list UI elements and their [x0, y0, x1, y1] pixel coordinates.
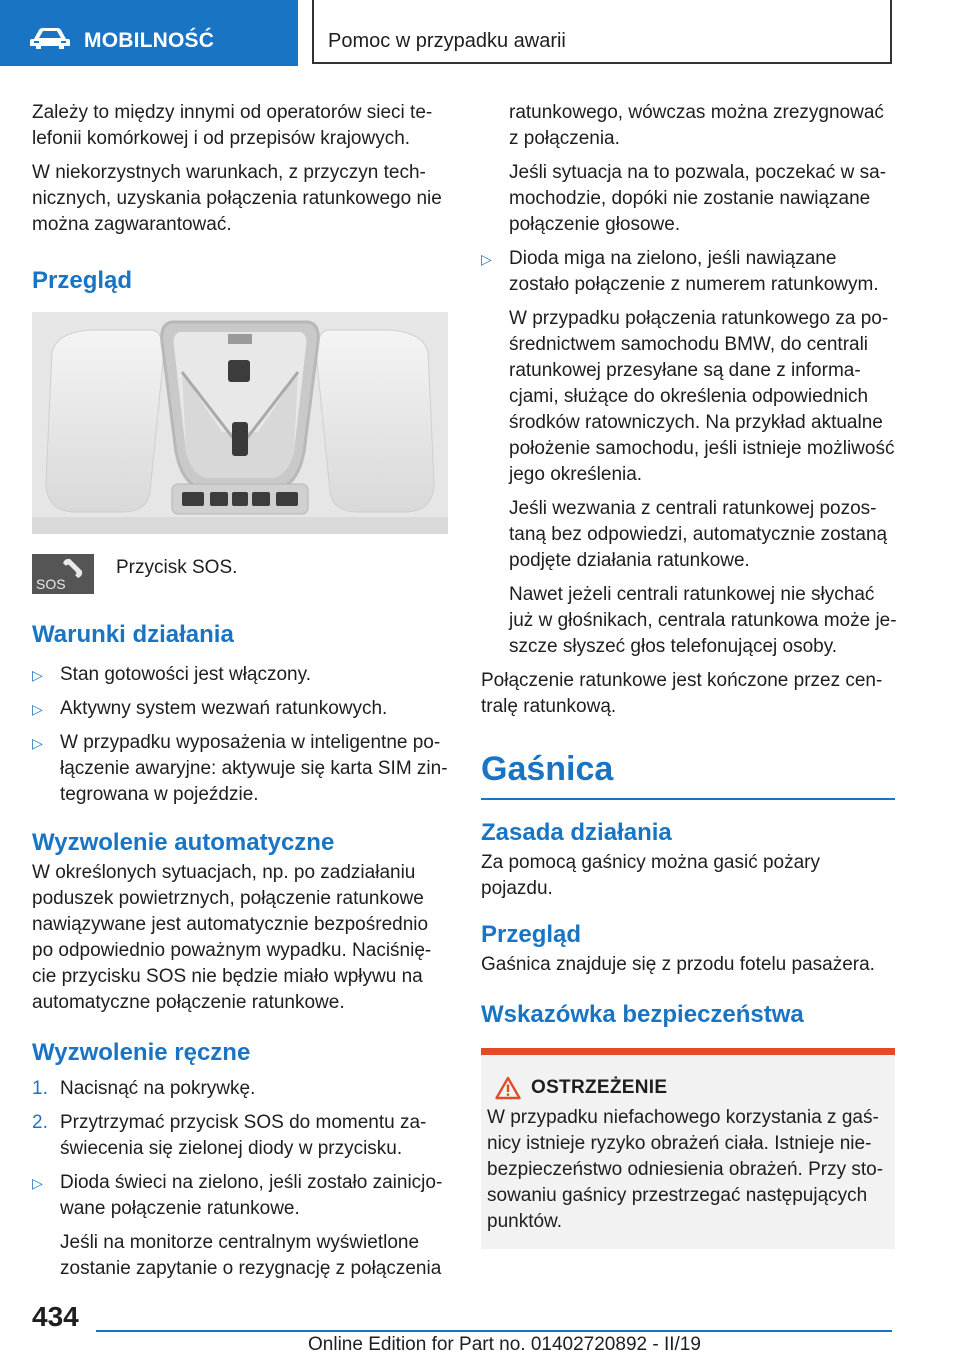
- heading-extinguisher: Gaśnica: [481, 750, 614, 788]
- triangle-bullet-icon: ▷: [481, 251, 492, 267]
- list-item-text: Stan gotowości jest włączony.: [60, 664, 311, 685]
- sos-icon-label: SOS: [36, 576, 66, 592]
- step-text: Przytrzymać przycisk SOS do momentu zaświecenia się zielonej diody w przycisku.: [60, 1112, 427, 1159]
- heading-conditions: Warunki działania: [32, 621, 234, 648]
- list-item-text: Dioda świeci na zielono, jeśli zostało zainicjowane połączenie ratunkowe.: [60, 1172, 443, 1219]
- warning-box: [481, 1048, 895, 1249]
- step-number: 1.: [32, 1078, 48, 1099]
- header-tab-label: MOBILNOŚĆ: [84, 29, 215, 52]
- sos-button-icon: [32, 554, 94, 594]
- paragraph: Połączenie ratunkowe jest kończone przez centralę ratunkową.: [481, 670, 883, 717]
- sub-paragraph: Jeśli na monitorze centralnym wyświetlone zostanie zapytanie o rezygnację z połączenia: [60, 1232, 442, 1279]
- right-column: [481, 100, 897, 1249]
- overhead-console-image: [32, 312, 448, 534]
- paragraph: Gaśnica znajduje się z przodu fotelu pasażera.: [481, 954, 875, 975]
- overhead-console-photo: [32, 312, 448, 534]
- step-text: Nacisnąć na pokrywkę.: [60, 1078, 256, 1099]
- triangle-bullet-icon: ▷: [32, 1175, 43, 1191]
- heading-principle: Zasada działania: [481, 819, 672, 846]
- list-item: [32, 662, 448, 688]
- list-item-text: Dioda miga na zielono, jeśli nawiązane zostało połączenie z numerem ratunkowym.: [509, 248, 879, 295]
- list-item-text: Aktywny system wezwań ratunkowych.: [60, 698, 388, 719]
- list-item: [481, 246, 897, 298]
- triangle-bullet-icon: ▷: [32, 701, 43, 717]
- warning-title: OSTRZEŻENIE: [531, 1077, 668, 1098]
- paragraph: W określonych sytuacjach, np. po zadziałaniu poduszek powietrznych, połączenie ratunkowe nawiązywane jest automatycznie bezpośrednio po odpowiednio poważnym wypadku. Naciśnięcie przycisku SOS nie będzie miało wpływu na automatyczne połączenie ratunkowe.: [32, 862, 432, 1013]
- paragraph: Zależy to między innymi od operatorów sieci telefonii komórkowej i od przepisów krajowych.: [32, 102, 433, 149]
- sub-paragraph: W przypadku połączenia ratunkowego za pośrednictwem samochodu BMW, do centrali ratunkowej przesyłane są dane z informacjami, służące do określenia odpowiednich środków ratowniczych. Na przykład aktualne położenie samochodu, jeśli istnieje możliwość jego określenia.: [509, 308, 895, 485]
- heading-safety: Wskazówka bezpieczeństwa: [481, 1001, 804, 1028]
- numbered-step: [32, 1076, 448, 1102]
- sub-paragraph: Jeśli wezwania z centrali ratunkowej pozostaną bez odpowiedzi, automatycznie zostaną podjęte działania ratunkowe.: [509, 498, 888, 571]
- list-item-text: W przypadku wyposażenia w inteligentne połączenie awaryjne: aktywuje się karta SIM zintegrowana w pojeździe.: [60, 732, 448, 805]
- sos-legend: [32, 554, 448, 594]
- footer-rule: [96, 1330, 892, 1332]
- warning-triangle-icon: [495, 1076, 521, 1100]
- heading-auto-trigger: Wyzwolenie automatyczne: [32, 829, 335, 856]
- heading-manual-trigger: Wyzwolenie ręczne: [32, 1039, 251, 1066]
- numbered-step: [32, 1110, 448, 1162]
- sub-paragraph: ratunkowego, wówczas można zrezygnować z połączenia.: [509, 102, 884, 149]
- triangle-bullet-icon: ▷: [32, 735, 43, 751]
- page-number: 434: [32, 1301, 79, 1332]
- heading-overview-2: Przegląd: [481, 921, 582, 948]
- triangle-bullet-icon: ▷: [32, 667, 43, 683]
- list-item: [32, 696, 448, 722]
- sos-caption: Przycisk SOS.: [116, 557, 238, 578]
- list-item: [32, 1170, 448, 1222]
- footer-edition: Online Edition for Part no. 01402720892 - II/19: [308, 1334, 701, 1355]
- warning-text: W przypadku niefachowego korzystania z gaśnicy istnieje ryzyko obrażeń ciała. Istnieje niebezpieczeństwo odniesienia obrażeń. Przy stosowaniu gaśnicy przestrzegać następujących punktów.: [487, 1107, 884, 1232]
- header-section: [312, 0, 892, 64]
- section-title: Pomoc w przypadku awarii: [328, 30, 566, 52]
- car-icon: [30, 27, 70, 49]
- warning-title-row: [487, 1075, 889, 1101]
- paragraph: W niekorzystnych warunkach, z przyczyn technicznych, uzyskania połączenia ratunkowego nie można zagwarantować.: [32, 162, 442, 235]
- heading-overview: Przegląd: [32, 267, 133, 294]
- header-tab: [0, 0, 298, 66]
- step-number: 2.: [32, 1112, 48, 1133]
- section-rule: [481, 798, 895, 800]
- list-item: [32, 730, 448, 808]
- sub-paragraph: Jeśli sytuacja na to pozwala, poczekać w samochodzie, dopóki nie zostanie nawiązane połączenie głosowe.: [509, 162, 887, 235]
- left-column: [32, 100, 448, 1290]
- paragraph: Za pomocą gaśnicy można gasić pożary pojazdu.: [481, 852, 820, 899]
- sub-paragraph: Nawet jeżeli centrali ratunkowej nie słychać już w głośnikach, centrala ratunkowa może jeszcze słyszeć głos telefonującej osoby.: [509, 584, 897, 657]
